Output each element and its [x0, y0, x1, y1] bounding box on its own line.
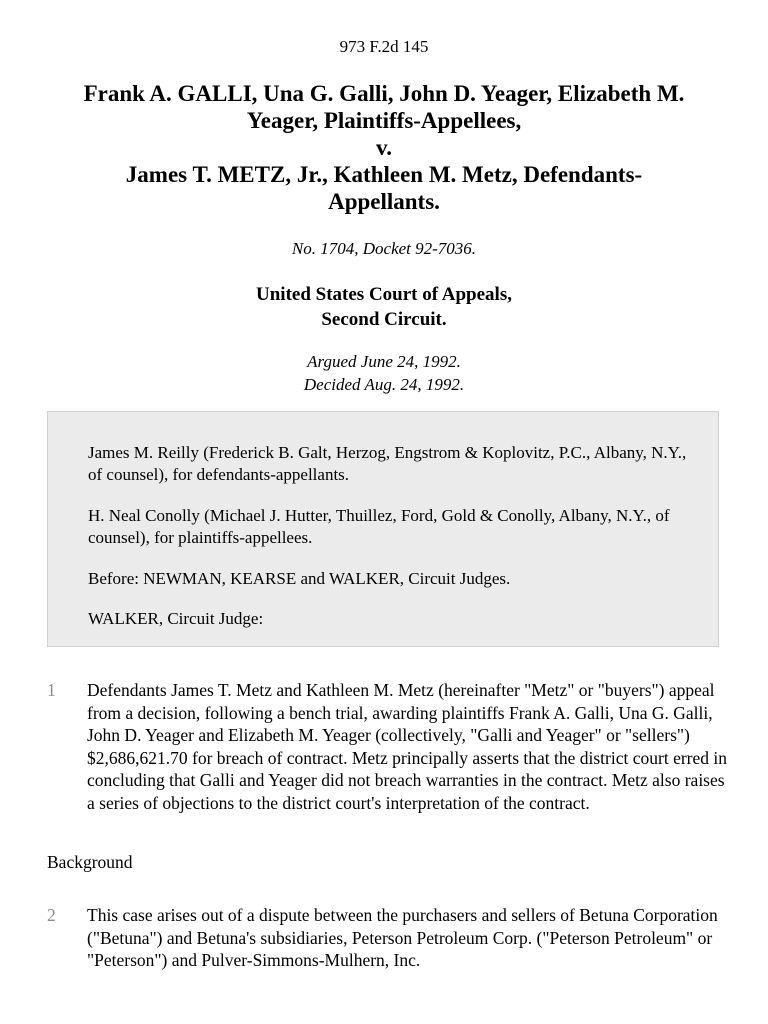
counsel-box	[47, 411, 719, 647]
paragraph	[47, 904, 727, 972]
paragraph	[47, 679, 727, 814]
paragraph-number: 2	[47, 905, 56, 925]
paragraph-text: Defendants James T. Metz and Kathleen M. Metz (hereinafter "Metz" or "buyers") appeal from a decision, following a bench trial, awarding plaintiffs Frank A. Galli, Una G. Galli, John D. Yeager and Elizabeth M. Yeager (collectively, "Galli and Yeager" or "sellers") $2,686,621.70 for breach of contract. Metz principally asserts that the district court erred in concluding that Galli and Yeager did not breach warranties in the contract. Metz also raises a series of objections to the district court's interpretation of the contract.	[87, 680, 727, 813]
court-name	[0, 282, 768, 332]
caption-line-4: Appellants.	[328, 189, 440, 214]
caption-line-1: Frank A. GALLI, Una G. Galli, John D. Yeager, Elizabeth M.	[83, 81, 685, 106]
court-line-2: Second Circuit.	[321, 309, 447, 330]
paragraph-text: This case arises out of a dispute between the purchasers and sellers of Betuna Corporation ("Betuna") and Betuna's subsidiaries, Peterson Petroleum Corp. ("Peterson Petroleum" or "Peterson") and Pulver-Simmons-Mulhern, Inc.	[87, 905, 718, 970]
judges-panel: Before: NEWMAN, KEARSE and WALKER, Circuit Judges.	[88, 569, 511, 588]
decided-date: Decided Aug. 24, 1992.	[303, 375, 465, 394]
caption-line-2: Yeager, Plaintiffs-Appellees,	[246, 108, 522, 133]
case-caption	[40, 80, 728, 215]
court-line-1: United States Court of Appeals,	[256, 284, 512, 305]
section-heading: Background	[47, 852, 133, 872]
caption-line-3: James T. METZ, Jr., Kathleen M. Metz, Defendants-	[125, 162, 643, 187]
case-dates	[0, 350, 768, 396]
citation: 973 F.2d 145	[339, 37, 429, 56]
plaintiffs-counsel: H. Neal Conolly (Michael J. Hutter, Thuillez, Ford, Gold & Conolly, Albany, N.Y., of counsel), for plaintiffs-appellees.	[88, 506, 670, 547]
argued-date: Argued June 24, 1992.	[307, 352, 461, 371]
caption-versus: v.	[376, 135, 392, 160]
paragraph-number: 1	[47, 680, 56, 700]
docket-number: No. 1704, Docket 92-7036.	[291, 239, 477, 258]
opinion-author: WALKER, Circuit Judge:	[88, 609, 264, 628]
defendants-counsel: James M. Reilly (Frederick B. Galt, Herzog, Engstrom & Koplovitz, P.C., Albany, N.Y., of counsel), for defendants-appellants.	[88, 443, 687, 484]
